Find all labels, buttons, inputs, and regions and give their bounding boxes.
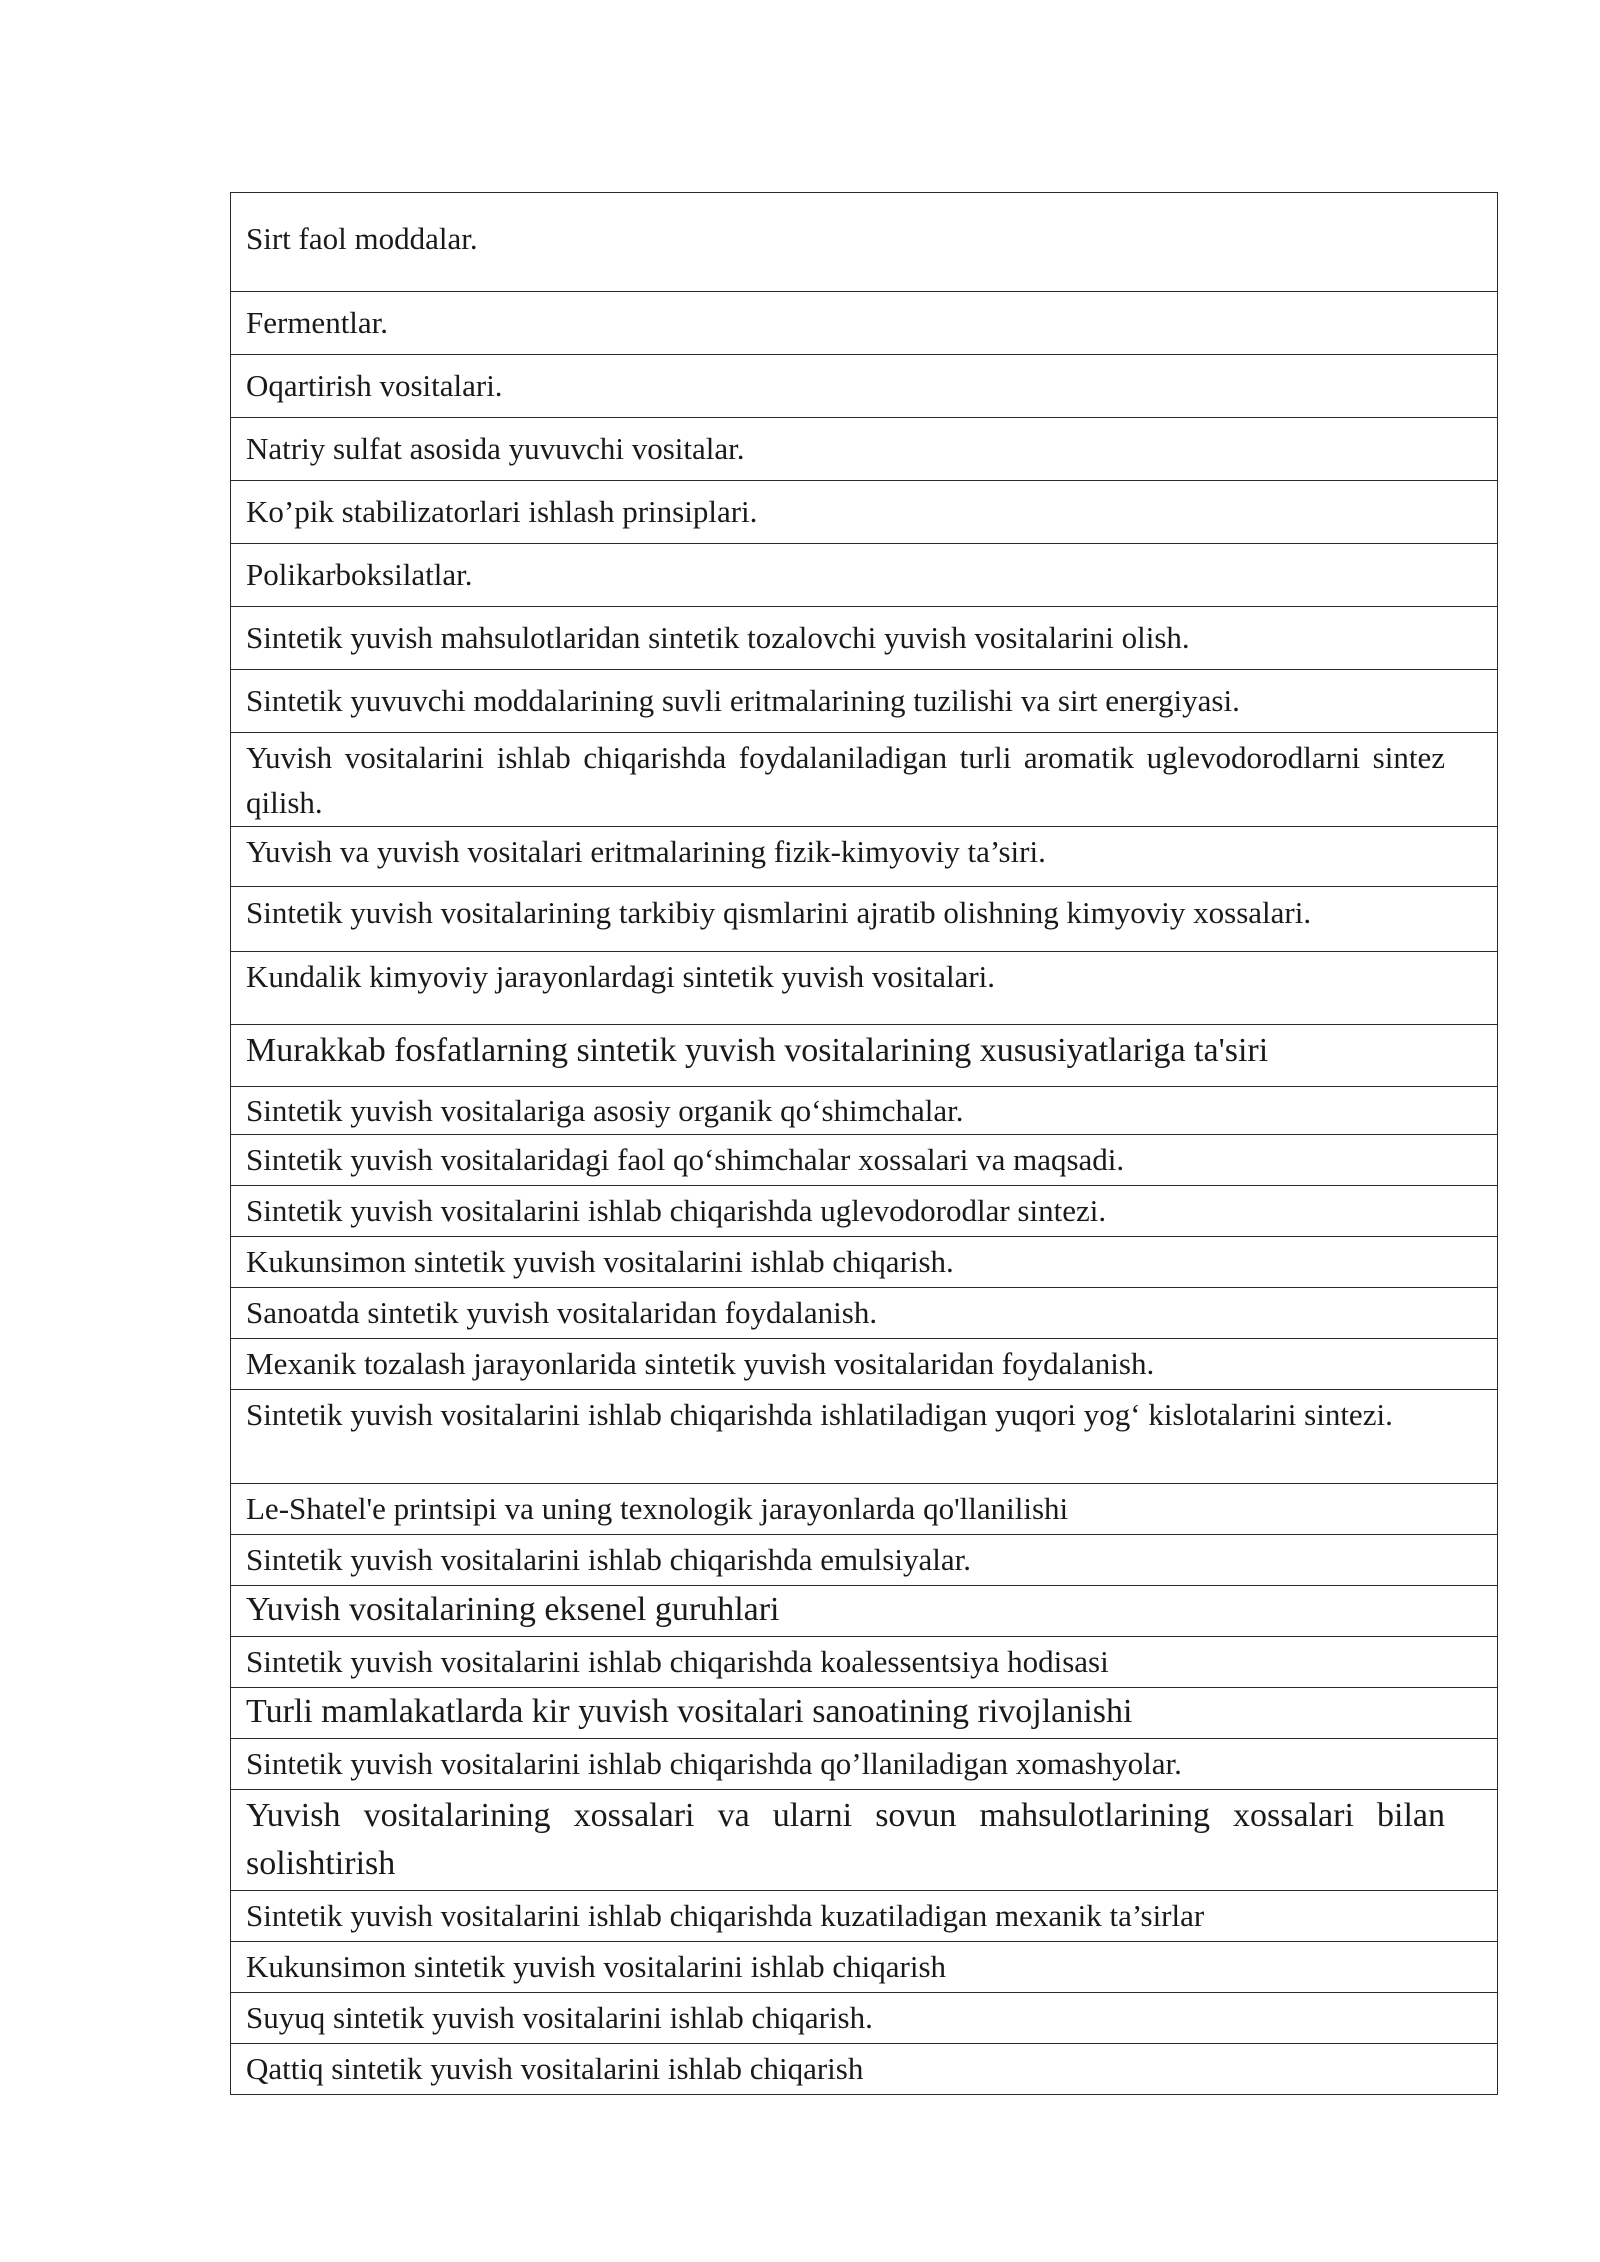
row-text: Sintetik yuvish vositalarini ishlab chiqarishda ishlatiladigan yuqori yog‘ kislotalarini sintezi. <box>246 1397 1393 1432</box>
table-cell <box>231 733 1498 827</box>
row-text: Murakkab fosfatlarning sintetik yuvish vositalarining xususiyatlariga ta'siri <box>246 1032 1269 1069</box>
row-text: Sintetik yuvish vositalariga asosiy organik qo‘shimchalar. <box>246 1093 964 1128</box>
row-text: Polikarboksilatlar. <box>246 557 473 592</box>
table-cell <box>231 1288 1498 1339</box>
row-text: Sintetik yuvish vositalarini ishlab chiqarishda koalessentsiya hodisasi <box>246 1644 1109 1679</box>
table-cell <box>231 887 1498 952</box>
table-row <box>231 1942 1498 1993</box>
row-text: Kukunsimon sintetik yuvish vositalarini ishlab chiqarish. <box>246 1244 954 1279</box>
table-row <box>231 1025 1498 1087</box>
table-cell <box>231 355 1498 418</box>
table-cell <box>231 418 1498 481</box>
row-text: Sintetik yuvish vositalarini ishlab chiqarishda qo’llaniladigan xomashyolar. <box>246 1746 1182 1781</box>
row-text: Sintetik yuvish vositalarini ishlab chiqarishda kuzatiladigan mexanik ta’sirlar <box>246 1898 1205 1933</box>
table-cell <box>231 544 1498 607</box>
table-row <box>231 544 1498 607</box>
table-cell <box>231 1790 1498 1891</box>
row-text: Kukunsimon sintetik yuvish vositalarini ishlab chiqarish <box>246 1949 947 1984</box>
row-text: Turli mamlakatlarda kir yuvish vositalari sanoatining rivojlanishi <box>246 1693 1133 1730</box>
table-row <box>231 1637 1498 1688</box>
table-cell <box>231 1390 1498 1484</box>
row-text: Mexanik tozalash jarayonlarida sintetik yuvish vositalaridan foydalanish. <box>246 1346 1155 1381</box>
table-cell <box>231 670 1498 733</box>
table-cell <box>231 1186 1498 1237</box>
row-text: Kundalik kimyoviy jarayonlardagi sintetik yuvish vositalari. <box>246 959 996 994</box>
table-row <box>231 193 1498 292</box>
row-text: Oqartirish vositalari. <box>246 368 503 403</box>
table-cell <box>231 1688 1498 1739</box>
table-row <box>231 1186 1498 1237</box>
table-row <box>231 733 1498 827</box>
row-text: Sintetik yuvish vositalarining tarkibiy qismlarini ajratib olishning kimyoviy xossalari. <box>246 895 1312 930</box>
table-row <box>231 1688 1498 1739</box>
row-text: Le-Shatel'e printsipi va uning texnologik jarayonlarda qo'llanilishi <box>246 1491 1069 1526</box>
table-row <box>231 1087 1498 1135</box>
table-row <box>231 481 1498 544</box>
row-text: Sintetik yuvish vositalarini ishlab chiqarishda emulsiyalar. <box>246 1542 971 1577</box>
table-cell <box>231 2044 1498 2095</box>
row-text: Sirt faol moddalar. <box>246 221 478 256</box>
table-cell <box>231 1586 1498 1637</box>
table-row <box>231 1288 1498 1339</box>
table-cell <box>231 1025 1498 1087</box>
table-cell <box>231 1237 1498 1288</box>
table-cell <box>231 1993 1498 2044</box>
table-row <box>231 1237 1498 1288</box>
row-text: Sintetik yuvuvchi moddalarining suvli eritmalarining tuzilishi va sirt energiyasi. <box>246 683 1240 718</box>
table-row <box>231 418 1498 481</box>
table-cell <box>231 1087 1498 1135</box>
table-cell <box>231 607 1498 670</box>
table-cell <box>231 952 1498 1025</box>
row-text: Sanoatda sintetik yuvish vositalaridan foydalanish. <box>246 1295 878 1330</box>
table-cell <box>231 481 1498 544</box>
table-row <box>231 1390 1498 1484</box>
table-cell <box>231 1135 1498 1186</box>
table-row <box>231 355 1498 418</box>
table-row <box>231 1135 1498 1186</box>
table-cell <box>231 1739 1498 1790</box>
table-row <box>231 292 1498 355</box>
table-cell <box>231 1891 1498 1942</box>
row-text: Qattiq sintetik yuvish vositalarini ishlab chiqarish <box>246 2051 864 2086</box>
row-text: Yuvish va yuvish vositalari eritmalarining fizik-kimyoviy ta’siri. <box>246 834 1046 869</box>
table-row <box>231 1739 1498 1790</box>
table-cell <box>231 193 1498 292</box>
row-text: Natriy sulfat asosida yuvuvchi vositalar. <box>246 431 745 466</box>
table-row <box>231 1339 1498 1390</box>
row-text: Suyuq sintetik yuvish vositalarini ishlab chiqarish. <box>246 2000 873 2035</box>
row-text: Ko’pik stabilizatorlari ishlash prinsiplari. <box>246 494 758 529</box>
table-row <box>231 952 1498 1025</box>
row-text: Yuvish vositalarining eksenel guruhlari <box>246 1591 780 1628</box>
table-row <box>231 607 1498 670</box>
table-row <box>231 1993 1498 2044</box>
topics-table <box>230 192 1498 2095</box>
table-cell <box>231 1637 1498 1688</box>
table-row <box>231 1484 1498 1535</box>
row-text: Yuvish vositalarining xossalari va ularni sovun mahsulotlarining xossalari bilan solishtirish <box>246 1797 1445 1882</box>
table-row <box>231 1790 1498 1891</box>
table-cell <box>231 1339 1498 1390</box>
table-row <box>231 1586 1498 1637</box>
row-text: Sintetik yuvish mahsulotlaridan sintetik tozalovchi yuvish vositalarini olish. <box>246 620 1190 655</box>
table-cell <box>231 1484 1498 1535</box>
table-row <box>231 670 1498 733</box>
table-row <box>231 1891 1498 1942</box>
table-cell <box>231 292 1498 355</box>
table-cell <box>231 827 1498 887</box>
table-row <box>231 887 1498 952</box>
row-text: Yuvish vositalarini ishlab chiqarishda foydalaniladigan turli aromatik uglevodorodlarni sintez qilish. <box>246 740 1445 820</box>
row-text: Sintetik yuvish vositalarini ishlab chiqarishda uglevodorodlar sintezi. <box>246 1193 1107 1228</box>
row-text: Fermentlar. <box>246 305 389 340</box>
row-text: Sintetik yuvish vositalaridagi faol qo‘shimchalar xossalari va maqsadi. <box>246 1142 1125 1177</box>
table-cell <box>231 1535 1498 1586</box>
table-row <box>231 1535 1498 1586</box>
table-row <box>231 827 1498 887</box>
table-row <box>231 2044 1498 2095</box>
table-cell <box>231 1942 1498 1993</box>
